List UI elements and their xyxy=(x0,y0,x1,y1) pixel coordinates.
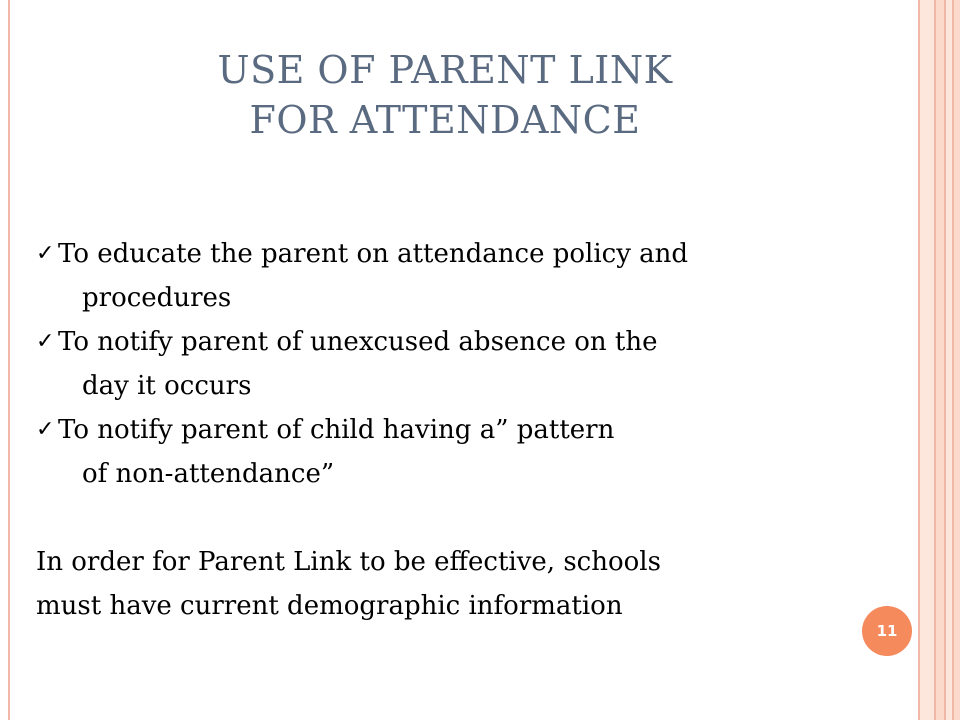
left-frame-line xyxy=(8,0,10,720)
slide-title xyxy=(60,45,830,145)
checkmark-icon: ✓ xyxy=(36,329,55,354)
page-number-badge xyxy=(862,606,912,656)
checkmark-icon: ✓ xyxy=(36,241,55,266)
bullet-item xyxy=(36,408,906,496)
bullet-item xyxy=(36,232,906,320)
bullet-item xyxy=(36,320,906,408)
bullet-text: To notify parent of unexcused absence on the xyxy=(58,327,658,357)
bullet-text: To educate the parent on attendance policy and xyxy=(58,239,689,269)
closing-note xyxy=(36,540,896,628)
page-number: 11 xyxy=(876,622,898,640)
slide-title-line: USE OF PARENT LINK xyxy=(217,48,673,92)
right-border-stripe xyxy=(920,0,934,720)
bullet-text: To notify parent of child having a” pattern xyxy=(58,415,615,445)
closing-note-line: In order for Parent Link to be effective, schools xyxy=(36,547,661,577)
bullet-text-continuation: of non-attendance” xyxy=(82,459,335,489)
bullet-text-continuation: procedures xyxy=(82,283,232,313)
checkmark-icon: ✓ xyxy=(36,417,55,442)
bullet-list xyxy=(36,232,906,496)
bullet-text-continuation: day it occurs xyxy=(82,371,252,401)
right-border-stripe xyxy=(936,0,944,720)
closing-note-line: must have current demographic information xyxy=(36,591,623,621)
slide-title-line: FOR ATTENDANCE xyxy=(249,98,641,142)
right-border-stripe xyxy=(954,0,960,720)
